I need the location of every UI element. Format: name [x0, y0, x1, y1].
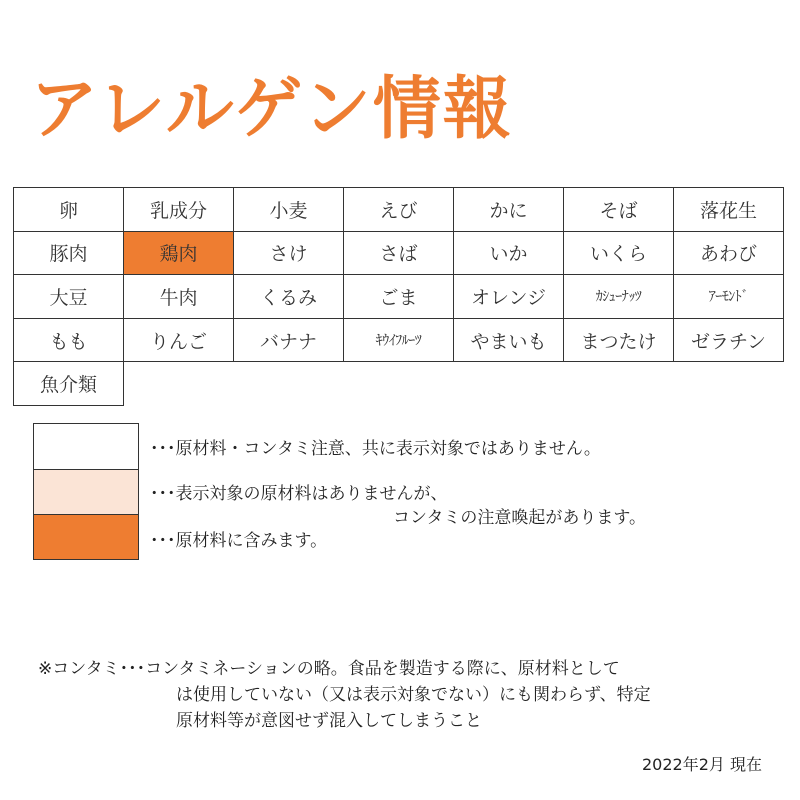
legend-contamination-text: ･･･表示対象の原材料はありませんが、: [150, 484, 448, 504]
allergen-cell: ゼラチン: [674, 319, 784, 363]
allergen-cell: 豚肉: [14, 232, 124, 276]
allergen-cell: さけ: [234, 232, 344, 276]
contamination-note-line-3: 原材料等が意図せず混入してしまうこと: [176, 711, 482, 731]
allergen-cell: いか: [454, 232, 564, 276]
allergen-cell: 魚介類: [14, 362, 124, 406]
contamination-note-line-1: ※コンタミ･･･コンタミネーションの略。食品を製造する際に、原材料として: [38, 659, 620, 679]
allergen-cell: くるみ: [234, 275, 344, 319]
allergen-cell: りんご: [124, 319, 234, 363]
allergen-cell: ｱｰﾓﾝﾄﾞ: [674, 275, 784, 319]
allergen-table: [13, 187, 784, 406]
legend-contamination-text-2: コンタミの注意喚起があります。: [393, 508, 646, 528]
allergen-cell: ｷｳｲﾌﾙｰﾂ: [344, 319, 454, 363]
allergen-cell: 鶏肉: [124, 232, 234, 276]
legend-swatch-none: [34, 424, 138, 469]
allergen-cell: まつたけ: [564, 319, 674, 363]
legend-swatches: [33, 423, 139, 560]
allergen-cell: もも: [14, 319, 124, 363]
legend-swatch-contains: [34, 514, 138, 559]
legend-none-text: ･･･原材料・コンタミ注意、共に表示対象ではありません。: [150, 439, 601, 459]
as-of-date: 2022年2月 現在: [642, 755, 762, 774]
allergen-cell: そば: [564, 188, 674, 232]
contamination-note-line-2: は使用していない（又は表示対象でない）にも関わらず、特定: [176, 685, 651, 705]
allergen-cell: やまいも: [454, 319, 564, 363]
allergen-cell: ｶｼｭｰﾅｯﾂ: [564, 275, 674, 319]
allergen-cell: オレンジ: [454, 275, 564, 319]
allergen-cell: いくら: [564, 232, 674, 276]
allergen-cell: 牛肉: [124, 275, 234, 319]
allergen-cell: 乳成分: [124, 188, 234, 232]
allergen-cell: 卵: [14, 188, 124, 232]
allergen-cell: かに: [454, 188, 564, 232]
legend-contains-text: ･･･原材料に含みます。: [150, 531, 328, 551]
allergen-cell: 小麦: [234, 188, 344, 232]
allergen-cell: さば: [344, 232, 454, 276]
legend-swatch-contamination: [34, 469, 138, 514]
allergen-cell: バナナ: [234, 319, 344, 363]
allergen-cell: ごま: [344, 275, 454, 319]
allergen-cell: 落花生: [674, 188, 784, 232]
allergen-cell: えび: [344, 188, 454, 232]
allergen-cell: あわび: [674, 232, 784, 276]
allergen-cell: 大豆: [14, 275, 124, 319]
page-title: アレルゲン情報: [30, 70, 513, 149]
